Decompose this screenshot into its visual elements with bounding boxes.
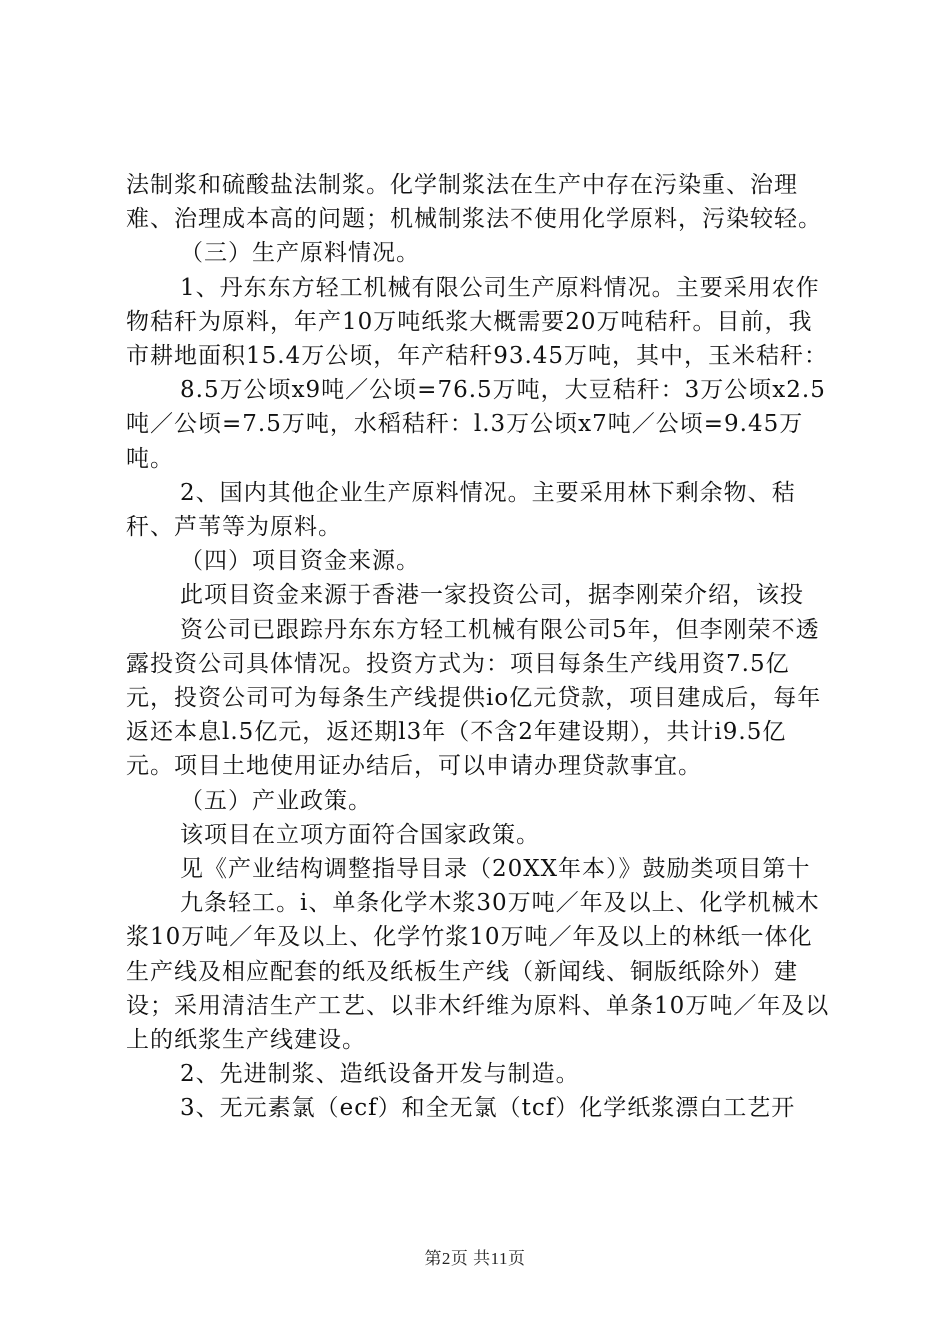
section-heading: （三）生产原料情况。 [180, 240, 420, 267]
paragraph: 法制浆和硫酸盐法制浆。化学制浆法在生产中存在污染重、治理难、治理成本高的问题；机械制浆法不使用化学原料，污染较轻。 [126, 172, 822, 233]
paragraph: 该项目在立项方面符合国家政策。 [180, 821, 540, 848]
paragraph: 2、先进制浆、造纸设备开发与制造。 [180, 1061, 580, 1088]
paragraph: 九条轻工。i、单条化学木浆30万吨／年及以上、化学机械木浆10万吨／年及以上、化学竹浆10万吨／年及以上的林纸一体化生产线及相应配套的纸及纸板生产线（新闻线、铜版纸除外）建设；采用清洁生产工艺、以非木纤维为原料、单条10万吨／年及以上的纸浆生产线建设。 [126, 890, 830, 1054]
paragraph: 3、无元素氯（ecf）和全无氯（tcf）化学纸浆漂白工艺开 [180, 1095, 796, 1122]
page-footer [0, 1244, 950, 1269]
document-body [126, 168, 832, 1126]
paragraph: 8.5万公顷x9吨／公顷=76.5万吨，大豆秸秆：3万公顷x2.5吨／公顷=7.5万吨，水稻秸秆：l.3万公顷x7吨／公顷=9.45万吨。 [126, 377, 826, 472]
section-heading: （四）项目资金来源。 [180, 548, 420, 575]
paragraph: 资公司已跟踪丹东东方轻工机械有限公司5年，但李刚荣不透露投资公司具体情况。投资方式为：项目每条生产线用资7.5亿元，投资公司可为每条生产线提供io亿元贷款，项目建成后，每年返还本息l.5亿元，返还期l3年（不含2年建设期），共计i9.5亿元。项目土地使用证办结后，可以申请办理贷款事宜。 [126, 616, 822, 780]
paragraph: 此项目资金来源于香港一家投资公司，据李刚荣介绍，该投 [180, 582, 804, 609]
paragraph: 见《产业结构调整指导目录（20XX年本）》鼓励类项目第十 [180, 856, 811, 883]
section-heading: （五）产业政策。 [180, 787, 372, 814]
paragraph: 2、国内其他企业生产原料情况。主要采用林下剩余物、秸秆、芦苇等为原料。 [126, 479, 796, 541]
paragraph: 1、丹东东方轻工机械有限公司生产原料情况。主要采用农作物秸秆为原料，年产10万吨纸浆大概需要20万吨秸秆。目前，我市耕地面积15.4万公顷，年产秸秆93.45万吨，其中，玉米秸秆： [126, 274, 829, 370]
page-number-label: 第2页 共11页 [424, 1249, 526, 1268]
